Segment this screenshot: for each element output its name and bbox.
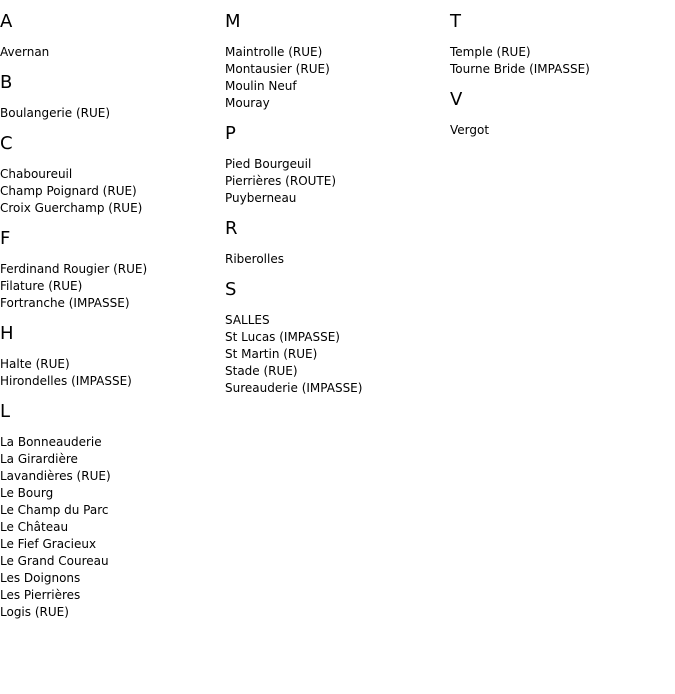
street-list: [225, 251, 450, 268]
letter-heading: P: [225, 123, 236, 144]
street-list: [450, 122, 675, 139]
street-link[interactable]: Le Fief Gracieux: [0, 537, 97, 551]
street-link[interactable]: Moulin Neuf: [225, 79, 297, 93]
street-link[interactable]: SALLES: [225, 313, 270, 327]
street-link[interactable]: Boulangerie (RUE): [0, 106, 111, 120]
street-list: [0, 356, 225, 390]
street-link[interactable]: Montausier (RUE): [225, 62, 330, 76]
street-link[interactable]: Riberolles: [225, 252, 284, 266]
street-index-column-3: [450, 10, 675, 149]
street-list: [225, 156, 450, 207]
street-index-column-1: [0, 10, 225, 631]
letter-heading: C: [0, 133, 13, 154]
street-link[interactable]: Fortranche (IMPASSE): [0, 296, 130, 310]
street-link[interactable]: Croix Guerchamp (RUE): [0, 201, 143, 215]
letter-heading: T: [450, 11, 461, 32]
letter-group: [450, 10, 675, 78]
street-link[interactable]: Le Champ du Parc: [0, 503, 109, 517]
street-link[interactable]: La Bonneauderie: [0, 435, 102, 449]
letter-group: [0, 132, 225, 217]
letter-heading: V: [450, 89, 463, 110]
letter-group: [0, 400, 225, 621]
street-link[interactable]: Le Bourg: [0, 486, 54, 500]
letter-heading: A: [0, 11, 13, 32]
letter-heading: L: [0, 401, 11, 422]
letter-group: [450, 88, 675, 139]
street-link[interactable]: St Martin (RUE): [225, 347, 318, 361]
street-link[interactable]: Le Grand Coureau: [0, 554, 109, 568]
letter-group: [0, 71, 225, 122]
street-link[interactable]: Lavandières (RUE): [0, 469, 111, 483]
street-list: [225, 44, 450, 112]
street-list: [0, 105, 225, 122]
street-link[interactable]: Pied Bourgeuil: [225, 157, 312, 171]
street-link[interactable]: Le Château: [0, 520, 69, 534]
street-link[interactable]: Puyberneau: [225, 191, 297, 205]
street-link[interactable]: Les Pierrières: [0, 588, 81, 602]
street-list: [225, 312, 450, 397]
street-link[interactable]: Logis (RUE): [0, 605, 69, 619]
letter-heading: B: [0, 72, 13, 93]
street-link[interactable]: Temple (RUE): [450, 45, 531, 59]
street-list: [450, 44, 675, 78]
street-link[interactable]: Avernan: [0, 45, 50, 59]
street-link[interactable]: Les Doignons: [0, 571, 81, 585]
letter-group: [225, 217, 450, 268]
street-list: [0, 44, 225, 61]
letter-group: [0, 227, 225, 312]
street-index-column-2: [225, 10, 450, 407]
street-list: [0, 434, 225, 621]
letter-heading: S: [225, 279, 237, 300]
street-link[interactable]: Sureauderie (IMPASSE): [225, 381, 363, 395]
letter-heading: R: [225, 218, 238, 239]
letter-group: [225, 278, 450, 397]
street-link[interactable]: Filature (RUE): [0, 279, 83, 293]
street-link[interactable]: Mouray: [225, 96, 270, 110]
street-link[interactable]: St Lucas (IMPASSE): [225, 330, 340, 344]
letter-heading: M: [225, 11, 241, 32]
street-link[interactable]: Tourne Bride (IMPASSE): [450, 62, 590, 76]
letter-group: [0, 322, 225, 390]
street-link[interactable]: Halte (RUE): [0, 357, 70, 371]
letter-group: [0, 10, 225, 61]
street-link[interactable]: Hirondelles (IMPASSE): [0, 374, 132, 388]
street-link[interactable]: Pierrières (ROUTE): [225, 174, 337, 188]
street-link[interactable]: Stade (RUE): [225, 364, 298, 378]
street-list: [0, 261, 225, 312]
street-link[interactable]: Chaboureuil: [0, 167, 73, 181]
letter-group: [225, 122, 450, 207]
letter-group: [225, 10, 450, 112]
street-link[interactable]: Champ Poignard (RUE): [0, 184, 137, 198]
letter-heading: H: [0, 323, 14, 344]
street-list: [0, 166, 225, 217]
letter-heading: F: [0, 228, 11, 249]
street-link[interactable]: La Girardière: [0, 452, 78, 466]
street-link[interactable]: Ferdinand Rougier (RUE): [0, 262, 148, 276]
street-link[interactable]: Vergot: [450, 123, 490, 137]
street-link[interactable]: Maintrolle (RUE): [225, 45, 323, 59]
